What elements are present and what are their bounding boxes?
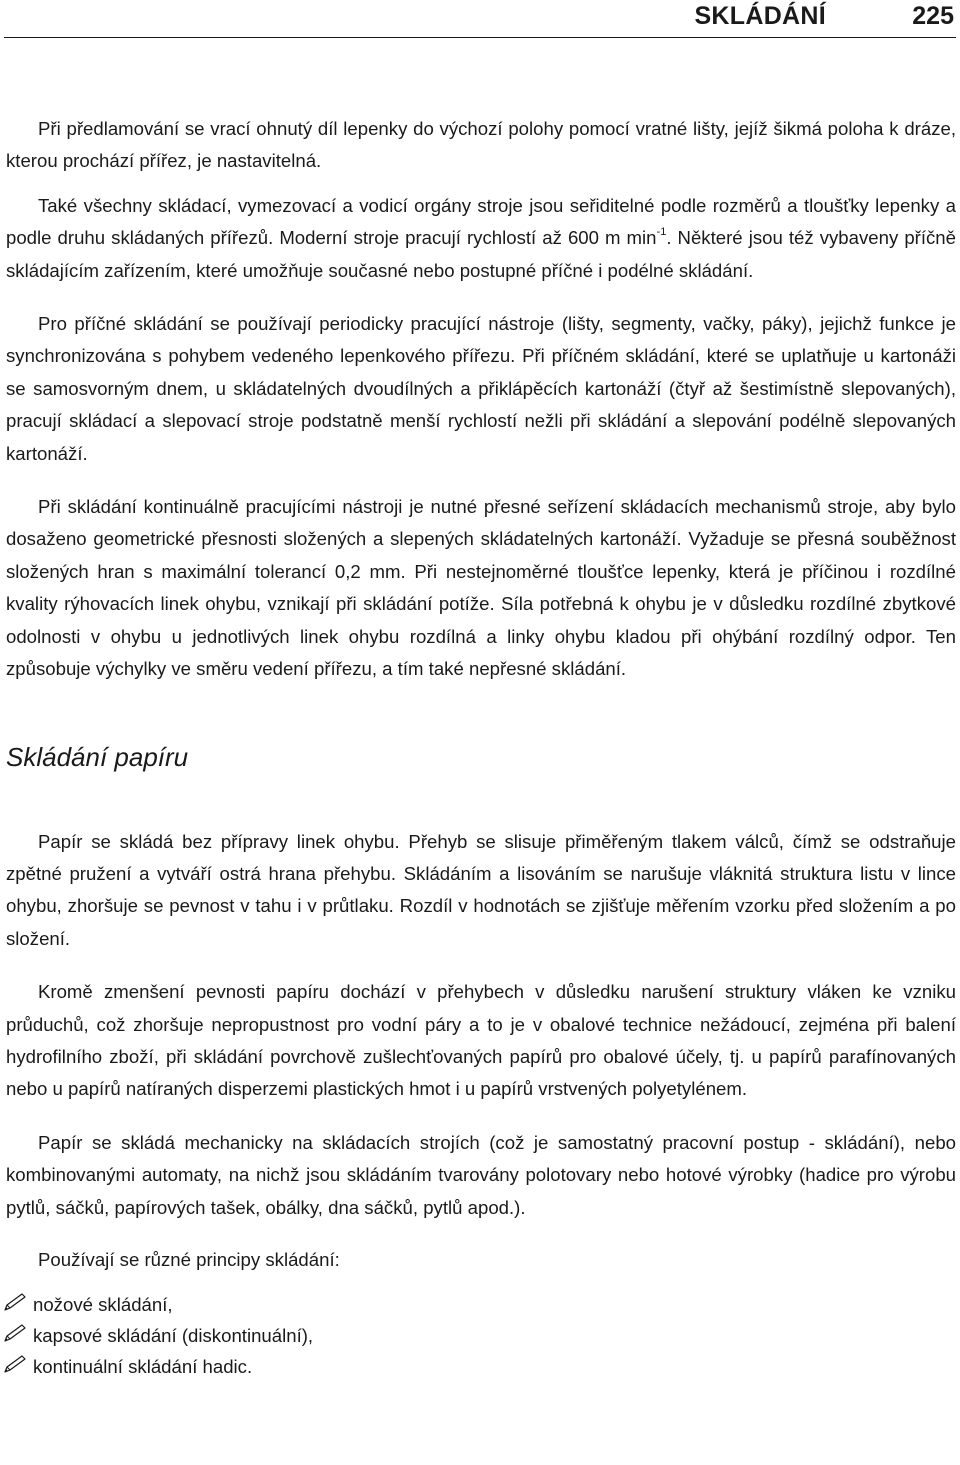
header-divider — [4, 37, 956, 38]
pencil-icon — [3, 1354, 27, 1374]
exponent: -1 — [656, 226, 667, 239]
paragraph-6: Kromě zmenšení pevnosti papíru dochází v přehybech v důsledku narušení struktury vláken ke vzniku průduchů, což zhoršuje nepropustnost pro vodní páry a to je v obalové technice nežádoucí, zejména při balení hydrofilního zboží, při skládání povrchově zušlechťovaných papírů pro obalové účely, tj. u papírů parafínovaných nebo u papírů natíraných disperzemi plastických hmot i u papírů vrstvených polyetylénem. — [6, 981, 956, 1100]
running-title: SKLÁDÁNÍ — [694, 2, 826, 30]
page-header — [0, 0, 960, 36]
paragraph-7: Papír se skládá mechanicky na skládacích strojích (což je samostatný pracovní postup - skládání), nebo kombinovanými automaty, na nichž jsou skládáním tvarovány polotovary nebo hotové výrobky (hadice pro výrobu pytlů, sáčků, papírových tašek, obálky, dna sáčků, pytlů apod.). — [6, 1131, 956, 1218]
list-item — [3, 1320, 956, 1351]
list-item-label: nožové skládání, — [33, 1293, 173, 1315]
paragraph-4: Při skládání kontinuálně pracujícími nástroji je nutné přesné seřízení skládacích mechanismů stroje, aby bylo dosaženo geometrické přesnosti složených a slepených skládatelných kartonáží. Vyžaduje se přesná souběžnost složených hran s maximální tolerancí 0,2 mm. Při nestejnoměrné tloušťce lepenky, která je příčinou i rozdílné kvality rýhovacích linek ohybu, vznikají při skládání potíže. Síla potřebná k ohybu je v důsledku rozdílné zbytkové odolnosti v ohybu u jednotlivých linek ohybu rozdílná a linky ohybu kladou při ohýbání rozdílný odpor. Ten způsobuje výchylky ve směru vedení přířezu, a tím také nepřesné skládání. — [6, 496, 956, 680]
pencil-icon — [3, 1292, 27, 1312]
paragraph-3: Pro příčné skládání se používají periodicky pracující nástroje (lišty, segmenty, vačky, páky), jejichž funkce je synchronizována s pohybem vedeného lepenkového přířezu. Při příčném skládání, které se uplatňuje u kartonáži se samosvorným dnem, u skládatelných dvoudílných a přiklápěcích kartonáží (čtyř až šestimístně slepovaných), pracují skládací a slepovací stroje podstatně menší rychlostí nežli při skládání a slepování podélně slepovaných kartonáží. — [6, 313, 956, 464]
section-heading: Skládání papíru — [6, 741, 189, 772]
list-intro: Používají se různé principy skládání: — [38, 1248, 340, 1270]
pencil-icon — [3, 1323, 27, 1343]
paragraph-2 — [6, 190, 956, 287]
list-item — [3, 1289, 956, 1320]
paragraph-5: Papír se skládá bez přípravy linek ohybu. Přehyb se slisuje přiměřeným tlakem válců, čímž se odstraňuje zpětné pružení a vytváří ostrá hrana přehybu. Skládáním a lisováním se narušuje vláknitá struktura listu v lince ohybu, zhoršuje se pevnost v tahu i v průtlaku. Rozdíl v hodnotách se zjišťuje měřením vzorku před složením a po složení. — [6, 830, 956, 949]
list-item — [3, 1351, 956, 1382]
page-number: 225 — [912, 2, 954, 30]
page-body — [6, 113, 956, 1382]
paragraph-2-text-a: Také všechny skládací, vymezovací a vodicí orgány stroje jsou seřiditelné podle rozměrů a tloušťky lepenky a podle druhu skládaných přířezů. Moderní stroje pracují rychlostí až 600 m min — [6, 194, 956, 249]
paragraph-1: Při předlamování se vrací ohnutý díl lepenky do výchozí polohy pomocí vratné lišty, jejíž šikmá poloha k dráze, kterou prochází přířez, je nastavitelná. — [6, 118, 956, 172]
folding-methods-list — [6, 1289, 956, 1382]
list-item-label: kapsové skládání (diskontinuální), — [33, 1324, 314, 1346]
paragraph-2-text-b: . Některé jsou též vybaveny příčně skládajícím zařízením, které umožňuje současné nebo postupné příčné i podélné skládání. — [6, 227, 956, 281]
list-item-label: kontinuální skládání hadic. — [33, 1355, 253, 1377]
